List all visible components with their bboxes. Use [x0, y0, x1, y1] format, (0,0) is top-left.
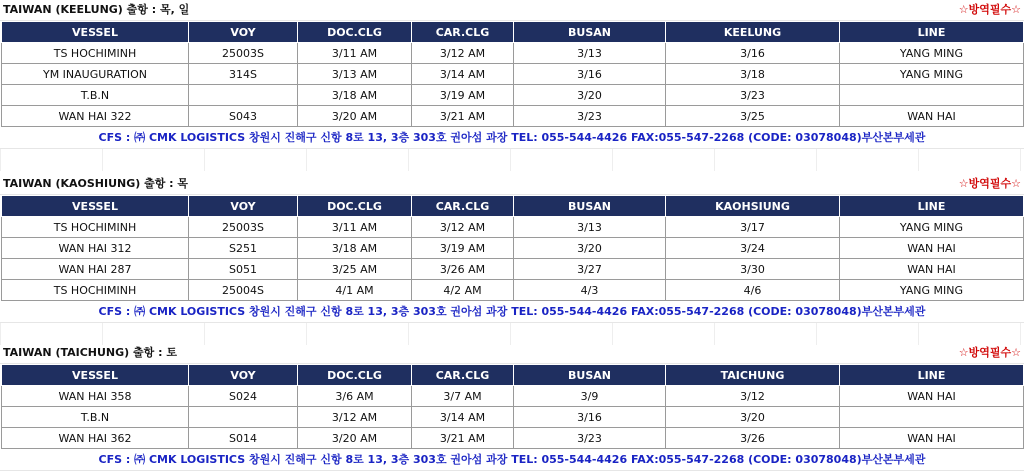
cell-vessel: YM INAUGURATION	[2, 64, 189, 85]
cell-vessel: T.B.N	[2, 407, 189, 428]
table-row	[2, 43, 1024, 64]
header-port: TAICHUNG	[666, 365, 840, 386]
table-row	[2, 85, 1024, 106]
cell-busan: 3/16	[514, 64, 666, 85]
table-row	[2, 238, 1024, 259]
cell-port: 3/20	[666, 407, 840, 428]
quarantine-stamp: ☆방역필수☆	[958, 346, 1021, 359]
cell-doc-clg: 3/12 AM	[298, 407, 412, 428]
header-port: KEELUNG	[666, 22, 840, 43]
cell-line: YANG MING	[840, 43, 1024, 64]
cell-car-clg: 3/12 AM	[412, 217, 514, 238]
cell-busan: 3/27	[514, 259, 666, 280]
table-header-row	[2, 22, 1024, 43]
cell-busan: 3/9	[514, 386, 666, 407]
taichung-schedule-table	[1, 364, 1024, 449]
cell-line: WAN HAI	[840, 259, 1024, 280]
cell-port: 3/17	[666, 217, 840, 238]
cell-doc-clg: 3/13 AM	[298, 64, 412, 85]
cell-doc-clg: 4/1 AM	[298, 280, 412, 301]
cell-port: 3/24	[666, 238, 840, 259]
cell-vessel: TS HOCHIMINH	[2, 43, 189, 64]
cell-car-clg: 3/21 AM	[412, 106, 514, 127]
cell-car-clg: 3/14 AM	[412, 407, 514, 428]
header-doc-clg: DOC.CLG	[298, 365, 412, 386]
header-voy: VOY	[189, 365, 298, 386]
cell-port: 3/18	[666, 64, 840, 85]
cell-line	[840, 407, 1024, 428]
cell-line: WAN HAI	[840, 428, 1024, 449]
cell-doc-clg: 3/6 AM	[298, 386, 412, 407]
cell-line: YANG MING	[840, 64, 1024, 85]
cell-car-clg: 3/19 AM	[412, 238, 514, 259]
taichung-section	[0, 343, 1024, 471]
cell-doc-clg: 3/11 AM	[298, 43, 412, 64]
cfs-contact-line: CFS : ㈜ CMK LOGISTICS 창원시 진해구 신항 8로 13, 3층 303호 권아섬 과장 TEL: 055-544-4426 FAX:055-547-2268 (CODE: 03078048)부산본부세관	[0, 127, 1024, 149]
keelung-section	[0, 0, 1024, 171]
cell-voy: 25003S	[189, 43, 298, 64]
section-spacer	[0, 323, 1024, 345]
cell-voy: S043	[189, 106, 298, 127]
cell-busan: 3/23	[514, 428, 666, 449]
section-title: TAIWAN (KEELUNG) 출항 : 목, 일	[3, 3, 190, 16]
cell-voy: 25004S	[189, 280, 298, 301]
cell-car-clg: 3/14 AM	[412, 64, 514, 85]
section-title-row	[0, 0, 1024, 21]
cell-voy: 314S	[189, 64, 298, 85]
cell-port: 3/30	[666, 259, 840, 280]
cell-vessel: WAN HAI 358	[2, 386, 189, 407]
header-busan: BUSAN	[514, 22, 666, 43]
cell-doc-clg: 3/20 AM	[298, 106, 412, 127]
cell-voy: S014	[189, 428, 298, 449]
cell-vessel: WAN HAI 312	[2, 238, 189, 259]
section-title-row	[0, 343, 1024, 364]
header-line: LINE	[840, 365, 1024, 386]
header-busan: BUSAN	[514, 196, 666, 217]
cell-car-clg: 3/26 AM	[412, 259, 514, 280]
table-row	[2, 407, 1024, 428]
cell-vessel: TS HOCHIMINH	[2, 217, 189, 238]
cell-doc-clg: 3/11 AM	[298, 217, 412, 238]
header-line: LINE	[840, 196, 1024, 217]
header-doc-clg: DOC.CLG	[298, 22, 412, 43]
table-row	[2, 217, 1024, 238]
cell-car-clg: 3/19 AM	[412, 85, 514, 106]
cell-port: 3/25	[666, 106, 840, 127]
cell-busan: 3/16	[514, 407, 666, 428]
cell-busan: 3/23	[514, 106, 666, 127]
header-doc-clg: DOC.CLG	[298, 196, 412, 217]
table-row	[2, 280, 1024, 301]
section-title-row	[0, 174, 1024, 195]
cell-busan: 3/20	[514, 85, 666, 106]
header-car-clg: CAR.CLG	[412, 22, 514, 43]
cell-vessel: T.B.N	[2, 85, 189, 106]
cell-doc-clg: 3/18 AM	[298, 238, 412, 259]
cell-line: WAN HAI	[840, 238, 1024, 259]
cell-line: YANG MING	[840, 217, 1024, 238]
cell-voy	[189, 85, 298, 106]
cell-busan: 3/13	[514, 43, 666, 64]
section-title: TAIWAN (TAICHUNG) 출항 : 토	[3, 346, 177, 359]
table-row	[2, 64, 1024, 85]
header-vessel: VESSEL	[2, 196, 189, 217]
section-title: TAIWAN (KAOSHIUNG) 출항 : 목	[3, 177, 189, 190]
header-car-clg: CAR.CLG	[412, 365, 514, 386]
table-header-row	[2, 196, 1024, 217]
cell-line	[840, 85, 1024, 106]
quarantine-stamp: ☆방역필수☆	[958, 3, 1021, 16]
cell-port: 3/26	[666, 428, 840, 449]
table-row	[2, 259, 1024, 280]
cell-port: 3/23	[666, 85, 840, 106]
cell-port: 3/12	[666, 386, 840, 407]
table-header-row	[2, 365, 1024, 386]
cell-busan: 4/3	[514, 280, 666, 301]
header-line: LINE	[840, 22, 1024, 43]
cell-doc-clg: 3/18 AM	[298, 85, 412, 106]
cell-line: WAN HAI	[840, 386, 1024, 407]
header-voy: VOY	[189, 22, 298, 43]
cell-voy: S024	[189, 386, 298, 407]
cell-car-clg: 3/7 AM	[412, 386, 514, 407]
cell-line: YANG MING	[840, 280, 1024, 301]
cell-car-clg: 4/2 AM	[412, 280, 514, 301]
cell-line: WAN HAI	[840, 106, 1024, 127]
table-row	[2, 386, 1024, 407]
cell-busan: 3/13	[514, 217, 666, 238]
table-row	[2, 106, 1024, 127]
cell-port: 4/6	[666, 280, 840, 301]
cell-busan: 3/20	[514, 238, 666, 259]
cell-voy: S051	[189, 259, 298, 280]
table-row	[2, 428, 1024, 449]
cell-vessel: TS HOCHIMINH	[2, 280, 189, 301]
quarantine-stamp: ☆방역필수☆	[958, 177, 1021, 190]
cell-vessel: WAN HAI 287	[2, 259, 189, 280]
cell-car-clg: 3/21 AM	[412, 428, 514, 449]
header-vessel: VESSEL	[2, 22, 189, 43]
cell-voy	[189, 407, 298, 428]
cell-voy: 25003S	[189, 217, 298, 238]
header-vessel: VESSEL	[2, 365, 189, 386]
section-spacer	[0, 149, 1024, 171]
cell-doc-clg: 3/25 AM	[298, 259, 412, 280]
kaohsiung-section	[0, 174, 1024, 345]
cell-vessel: WAN HAI 322	[2, 106, 189, 127]
cell-car-clg: 3/12 AM	[412, 43, 514, 64]
cfs-contact-line: CFS : ㈜ CMK LOGISTICS 창원시 진해구 신항 8로 13, 3층 303호 권아섬 과장 TEL: 055-544-4426 FAX:055-547-2268 (CODE: 03078048)부산본부세관	[0, 449, 1024, 471]
header-busan: BUSAN	[514, 365, 666, 386]
cell-doc-clg: 3/20 AM	[298, 428, 412, 449]
kaohsiung-schedule-table	[1, 195, 1024, 301]
cfs-contact-line: CFS : ㈜ CMK LOGISTICS 창원시 진해구 신항 8로 13, 3층 303호 권아섬 과장 TEL: 055-544-4426 FAX:055-547-2268 (CODE: 03078048)부산본부세관	[0, 301, 1024, 323]
cell-port: 3/16	[666, 43, 840, 64]
cell-vessel: WAN HAI 362	[2, 428, 189, 449]
header-car-clg: CAR.CLG	[412, 196, 514, 217]
header-voy: VOY	[189, 196, 298, 217]
keelung-schedule-table	[1, 21, 1024, 127]
cell-voy: S251	[189, 238, 298, 259]
header-port: KAOHSIUNG	[666, 196, 840, 217]
